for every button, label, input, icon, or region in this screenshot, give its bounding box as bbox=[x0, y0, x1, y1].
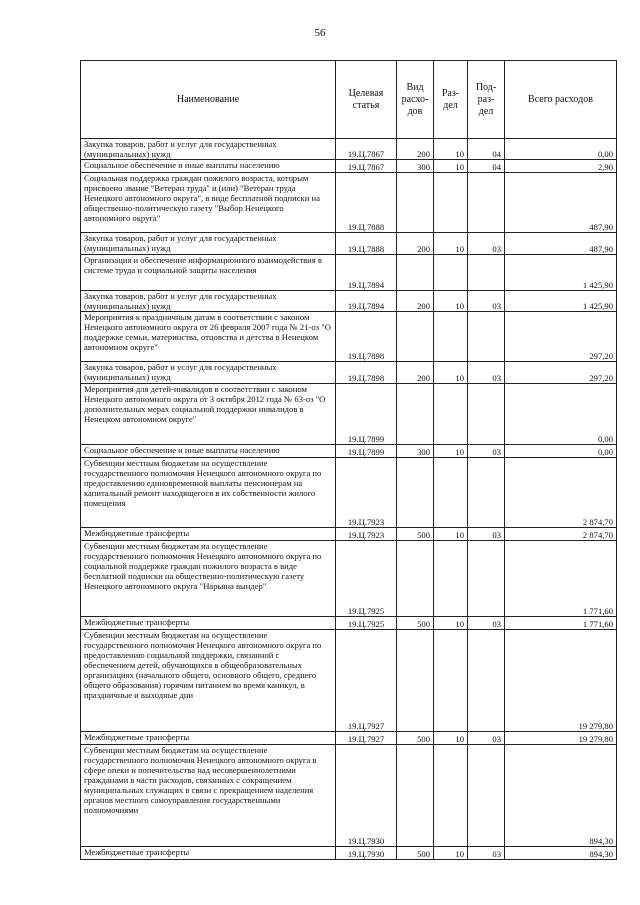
row-subsection bbox=[468, 255, 505, 291]
row-kind: 500 bbox=[397, 732, 434, 745]
table-row bbox=[81, 617, 617, 630]
row-subsection: 04 bbox=[468, 160, 505, 173]
row-target: 19.Ц.7888 bbox=[336, 173, 397, 233]
row-total: 894,30 bbox=[505, 847, 617, 860]
row-section: 10 bbox=[434, 528, 468, 541]
row-subsection: 03 bbox=[468, 847, 505, 860]
table-row bbox=[81, 541, 617, 617]
row-name: Межбюджетные трансферты bbox=[81, 847, 336, 860]
row-subsection: 03 bbox=[468, 732, 505, 745]
row-kind: 500 bbox=[397, 847, 434, 860]
row-target: 19.Ц.7898 bbox=[336, 362, 397, 384]
row-kind: 300 bbox=[397, 445, 434, 458]
row-name: Мероприятия к праздничным датам в соответствии с законом Ненецкого автономного округа от 26 февраля 2007 года № 21-оз "О поддержке семьи, материнства, отцовства и детства в Ненецком автономном округе" bbox=[81, 312, 336, 362]
row-section: 10 bbox=[434, 732, 468, 745]
row-kind: 500 bbox=[397, 617, 434, 630]
row-name: Закупка товаров, работ и услуг для государственных (муниципальных) нужд bbox=[81, 139, 336, 160]
row-section bbox=[434, 312, 468, 362]
col-header-name: Наименование bbox=[81, 61, 336, 139]
table-row bbox=[81, 630, 617, 732]
row-target: 19.Ц.7927 bbox=[336, 630, 397, 732]
row-subsection: 03 bbox=[468, 291, 505, 312]
row-subsection bbox=[468, 458, 505, 528]
page-number: 56 bbox=[314, 27, 326, 39]
row-target: 19.Ц.7894 bbox=[336, 255, 397, 291]
table-row bbox=[81, 445, 617, 458]
row-target: 19.Ц.7923 bbox=[336, 528, 397, 541]
row-section bbox=[434, 745, 468, 847]
table-row bbox=[81, 233, 617, 255]
row-name: Субвенции местным бюджетам на осуществление государственного полномочия Ненецкого автономного округа по предоставлению социальной поддержки, связанной с обеспечением детей, обучающихся в общеобразовательных организациях (начального общего, основного общего, среднего общего образования) горячим питанием во время каникул, в праздничные и выходные дни bbox=[81, 630, 336, 732]
table-row bbox=[81, 139, 617, 160]
row-total: 0,00 bbox=[505, 139, 617, 160]
row-kind: 200 bbox=[397, 362, 434, 384]
row-section: 10 bbox=[434, 291, 468, 312]
row-subsection: 03 bbox=[468, 445, 505, 458]
row-total: 1 771,60 bbox=[505, 617, 617, 630]
table-header-row bbox=[81, 61, 617, 139]
col-header-target: Целевая статья bbox=[336, 61, 397, 139]
row-kind bbox=[397, 745, 434, 847]
row-name: Межбюджетные трансферты bbox=[81, 732, 336, 745]
row-name: Социальная поддержка граждан пожилого возраста, которым присвоено звание "Ветеран труда" и (или) "Ветеран труда Ненецкого автономного округа", в виде бесплатной подписки на общественно-политическую газету "Выбор Ненецкого автономного округа" bbox=[81, 173, 336, 233]
row-target: 19.Ц.7925 bbox=[336, 617, 397, 630]
row-target: 19.Ц.7930 bbox=[336, 847, 397, 860]
table-row bbox=[81, 847, 617, 860]
row-subsection bbox=[468, 384, 505, 445]
row-kind: 500 bbox=[397, 528, 434, 541]
row-name: Закупка товаров, работ и услуг для государственных (муниципальных) нужд bbox=[81, 291, 336, 312]
table-row bbox=[81, 160, 617, 173]
col-header-total: Всего расходов bbox=[505, 61, 617, 139]
row-name: Межбюджетные трансферты bbox=[81, 528, 336, 541]
row-section: 10 bbox=[434, 160, 468, 173]
row-section: 10 bbox=[434, 362, 468, 384]
row-total: 1 425,90 bbox=[505, 291, 617, 312]
row-kind bbox=[397, 312, 434, 362]
table-row bbox=[81, 458, 617, 528]
row-subsection bbox=[468, 173, 505, 233]
row-total: 2 874,70 bbox=[505, 528, 617, 541]
row-target: 19.Ц.7888 bbox=[336, 233, 397, 255]
table-row bbox=[81, 362, 617, 384]
row-total: 1 425,90 bbox=[505, 255, 617, 291]
budget-table bbox=[80, 60, 617, 860]
col-header-section: Раз-дел bbox=[434, 61, 468, 139]
table-row bbox=[81, 528, 617, 541]
row-total: 297,20 bbox=[505, 312, 617, 362]
row-section: 10 bbox=[434, 617, 468, 630]
table-row bbox=[81, 745, 617, 847]
row-section bbox=[434, 255, 468, 291]
table-row bbox=[81, 173, 617, 233]
row-target: 19.Ц.7898 bbox=[336, 312, 397, 362]
row-name: Субвенции местным бюджетам на осуществление государственного полномочия Ненецкого автономного округа по предоставлению единовременной выплаты пенсионерам на капитальный ремонт находящегося в их собственности жилого помещения bbox=[81, 458, 336, 528]
table-row bbox=[81, 732, 617, 745]
row-subsection: 03 bbox=[468, 617, 505, 630]
row-total: 894,30 bbox=[505, 745, 617, 847]
row-kind: 200 bbox=[397, 233, 434, 255]
row-section: 10 bbox=[434, 847, 468, 860]
row-target: 19.Ц.7899 bbox=[336, 384, 397, 445]
row-total: 0,00 bbox=[505, 384, 617, 445]
row-subsection bbox=[468, 745, 505, 847]
row-kind bbox=[397, 458, 434, 528]
row-kind: 300 bbox=[397, 160, 434, 173]
col-header-subsection: Под-раз-дел bbox=[468, 61, 505, 139]
row-section bbox=[434, 630, 468, 732]
row-total: 487,90 bbox=[505, 173, 617, 233]
row-kind bbox=[397, 541, 434, 617]
row-subsection bbox=[468, 630, 505, 732]
table-row bbox=[81, 255, 617, 291]
row-section: 10 bbox=[434, 139, 468, 160]
row-target: 19.Ц.7927 bbox=[336, 732, 397, 745]
col-header-kind: Вид расхо-дов bbox=[397, 61, 434, 139]
row-kind bbox=[397, 384, 434, 445]
row-total: 19 279,80 bbox=[505, 732, 617, 745]
row-target: 19.Ц.7894 bbox=[336, 291, 397, 312]
row-subsection: 04 bbox=[468, 139, 505, 160]
row-name: Закупка товаров, работ и услуг для государственных (муниципальных) нужд bbox=[81, 362, 336, 384]
row-total: 0,00 bbox=[505, 445, 617, 458]
row-target: 19.Ц.7923 bbox=[336, 458, 397, 528]
row-section bbox=[434, 173, 468, 233]
row-name: Субвенции местным бюджетам на осуществление государственного полномочия Ненецкого автономного округа в сфере опеки и попечительства над несовершеннолетними гражданами в части расходов, связанных с сокращением муниципальных служащих в связи с прекращением наделения органов местного самоуправления государственными полномочиями bbox=[81, 745, 336, 847]
row-name: Межбюджетные трансферты bbox=[81, 617, 336, 630]
row-kind bbox=[397, 173, 434, 233]
row-target: 19.Ц.7899 bbox=[336, 445, 397, 458]
table-row bbox=[81, 312, 617, 362]
row-subsection: 03 bbox=[468, 233, 505, 255]
row-name: Организация и обеспечение информационного взаимодействия в системе труда и социальной защиты населения bbox=[81, 255, 336, 291]
row-total: 2,90 bbox=[505, 160, 617, 173]
row-section: 10 bbox=[434, 233, 468, 255]
row-total: 2 874,70 bbox=[505, 458, 617, 528]
row-target: 19.Ц.7867 bbox=[336, 160, 397, 173]
row-section bbox=[434, 541, 468, 617]
row-target: 19.Ц.7867 bbox=[336, 139, 397, 160]
row-subsection: 03 bbox=[468, 362, 505, 384]
row-section bbox=[434, 458, 468, 528]
table-row bbox=[81, 291, 617, 312]
row-target: 19.Ц.7925 bbox=[336, 541, 397, 617]
row-total: 19 279,80 bbox=[505, 630, 617, 732]
row-kind: 200 bbox=[397, 139, 434, 160]
row-total: 297,20 bbox=[505, 362, 617, 384]
row-name: Мероприятия для детей-инвалидов в соответствии с законом Ненецкого автономного округа от 3 октября 2012 года № 63-оз "О дополнительных мерах социальной поддержки инвалидов в Ненецком автономном округе" bbox=[81, 384, 336, 445]
table-row bbox=[81, 384, 617, 445]
row-section bbox=[434, 384, 468, 445]
row-name: Социальное обеспечение и иные выплаты населению bbox=[81, 445, 336, 458]
row-target: 19.Ц.7930 bbox=[336, 745, 397, 847]
row-section: 10 bbox=[434, 445, 468, 458]
row-kind bbox=[397, 255, 434, 291]
row-subsection bbox=[468, 541, 505, 617]
row-total: 1 771,60 bbox=[505, 541, 617, 617]
row-subsection bbox=[468, 312, 505, 362]
row-kind: 200 bbox=[397, 291, 434, 312]
row-subsection: 03 bbox=[468, 528, 505, 541]
row-total: 487,90 bbox=[505, 233, 617, 255]
row-name: Закупка товаров, работ и услуг для государственных (муниципальных) нужд bbox=[81, 233, 336, 255]
row-name: Субвенции местным бюджетам на осуществление государственного полномочия Ненецкого автономного округа по социальной поддержке граждан пожилого возраста в виде бесплатной подписки на общественно-политическую газету Ненецкого автономного округа "Нарьяна вындер" bbox=[81, 541, 336, 617]
row-kind bbox=[397, 630, 434, 732]
row-name: Социальное обеспечение и иные выплаты населению bbox=[81, 160, 336, 173]
